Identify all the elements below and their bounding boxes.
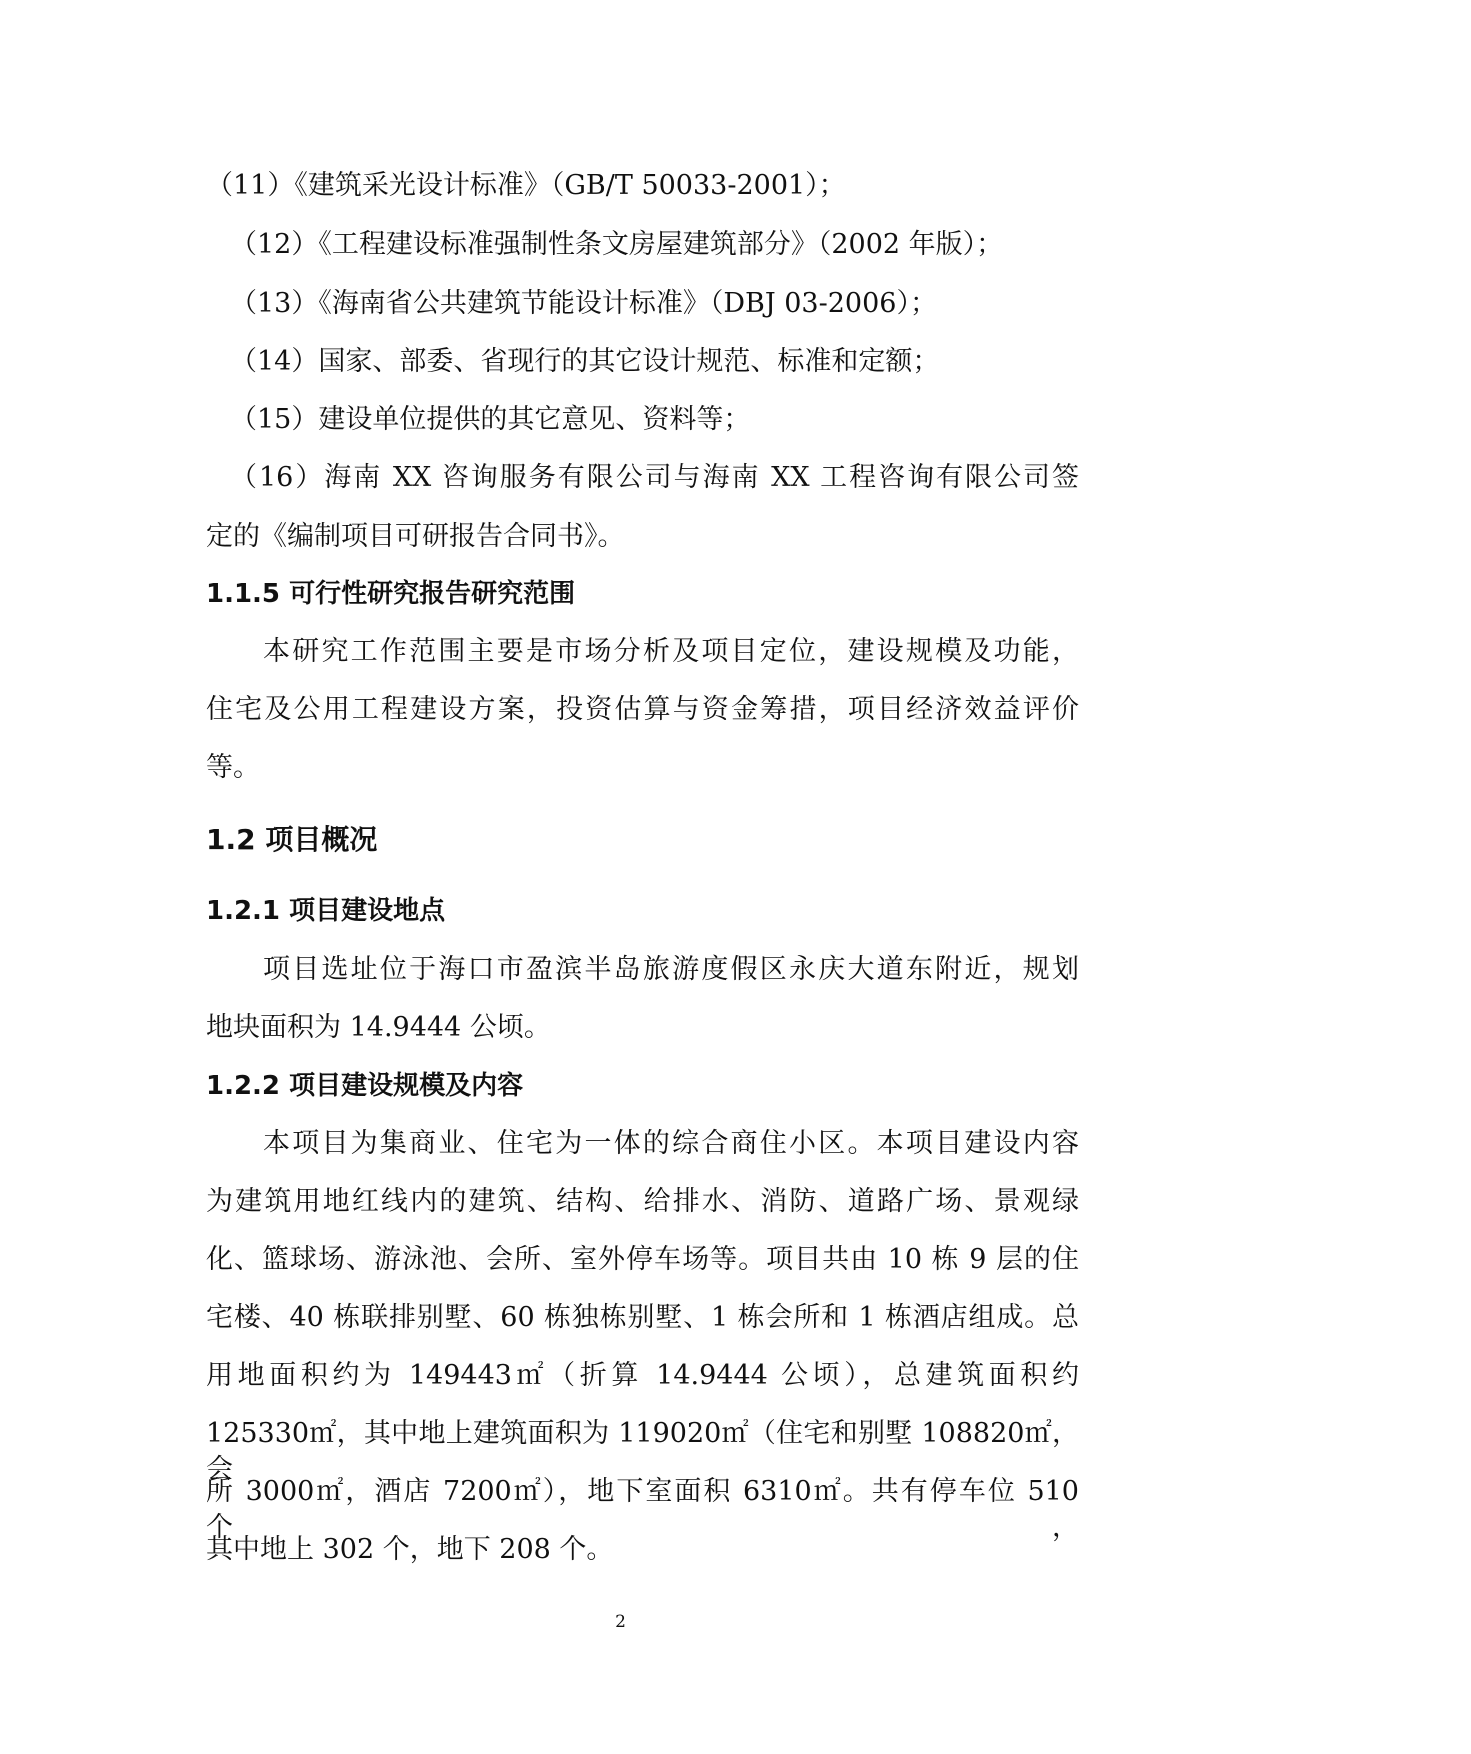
paragraph-text: 为建筑用地红线内的建筑、结构、给排水、消防、道路广场、景观绿 bbox=[206, 1186, 1079, 1217]
paragraph-1-2-1-line-1 bbox=[263, 952, 1079, 988]
paragraph-1-2-2-line-2 bbox=[206, 1184, 1079, 1220]
list-item-14: （14）国家、部委、省现行的其它设计规范、标准和定额； bbox=[230, 346, 940, 377]
paragraph-1-2-2-line-4 bbox=[206, 1300, 1079, 1336]
paragraph-1-1-5-line-1 bbox=[263, 634, 1079, 670]
list-item-16-line-2: 定的《编制项目可研报告合同书》。 bbox=[206, 521, 625, 552]
paragraph-1-2-2-line-5 bbox=[206, 1358, 1079, 1394]
paragraph-1-1-5-line-2 bbox=[206, 692, 1079, 728]
paragraph-text: 住宅及公用工程建设方案，投资估算与资金筹措，项目经济效益评价 bbox=[206, 694, 1079, 725]
paragraph-text: 宅楼、40 栋联排别墅、60 栋独栋别墅、1 栋会所和 1 栋酒店组成。总 bbox=[206, 1302, 1079, 1333]
paragraph-text: 125330㎡，其中地上建筑面积为 119020㎡（住宅和别墅 108820㎡，会 bbox=[206, 1418, 1079, 1485]
paragraph-1-2-2-line-1 bbox=[263, 1126, 1079, 1162]
list-item-13: （13）《海南省公共建筑节能设计标准》（DBJ 03-2006）； bbox=[230, 288, 937, 319]
page-number: 2 bbox=[615, 1612, 626, 1632]
section-heading-1-2-1: 1.2.1 项目建设地点 bbox=[206, 896, 446, 926]
list-item-11: （11）《建筑采光设计标准》（GB/T 50033-2001）； bbox=[206, 170, 846, 201]
paragraph-1-2-2-line-8: 其中地上 302 个，地下 208 个。 bbox=[206, 1534, 614, 1565]
paragraph-text: 用地面积约为 149443㎡（折算 14.9444 公顷），总建筑面积约 bbox=[206, 1360, 1079, 1391]
list-item-16-line-1: （16）海南 XX 咨询服务有限公司与海南 XX 工程咨询有限公司签 bbox=[230, 462, 1079, 493]
list-item-16 bbox=[230, 460, 1079, 496]
list-item-15: （15）建设单位提供的其它意见、资料等； bbox=[230, 404, 751, 435]
list-item-12: （12）《工程建设标准强制性条文房屋建筑部分》（2002 年版）； bbox=[230, 229, 1004, 260]
paragraph-1-1-5-line-3: 等。 bbox=[206, 752, 260, 783]
paragraph-1-2-2-line-6 bbox=[206, 1416, 1079, 1485]
paragraph-1-2-1-line-2: 地块面积为 14.9444 公顷。 bbox=[206, 1012, 551, 1043]
paragraph-text: 本项目为集商业、住宅为一体的综合商住小区。本项目建设内容 bbox=[263, 1128, 1079, 1159]
paragraph-text: 化、篮球场、游泳池、会所、室外停车场等。项目共由 10 栋 9 层的住 bbox=[206, 1244, 1079, 1275]
paragraph-1-2-2-line-3 bbox=[206, 1242, 1079, 1278]
paragraph-text: 项目选址位于海口市盈滨半岛旅游度假区永庆大道东附近，规划 bbox=[263, 954, 1079, 985]
section-heading-1-2-2: 1.2.2 项目建设规模及内容 bbox=[206, 1071, 524, 1101]
section-heading-1-2: 1.2 项目概况 bbox=[206, 823, 378, 856]
paragraph-text: 本研究工作范围主要是市场分析及项目定位，建设规模及功能， bbox=[263, 636, 1079, 667]
paragraph-text: 所 3000㎡，酒店 7200㎡），地下室面积 6310㎡。共有停车位 510 个， bbox=[206, 1476, 1079, 1543]
section-heading-1-1-5: 1.1.5 可行性研究报告研究范围 bbox=[206, 579, 576, 609]
paragraph-1-2-2-line-7 bbox=[206, 1474, 1079, 1543]
